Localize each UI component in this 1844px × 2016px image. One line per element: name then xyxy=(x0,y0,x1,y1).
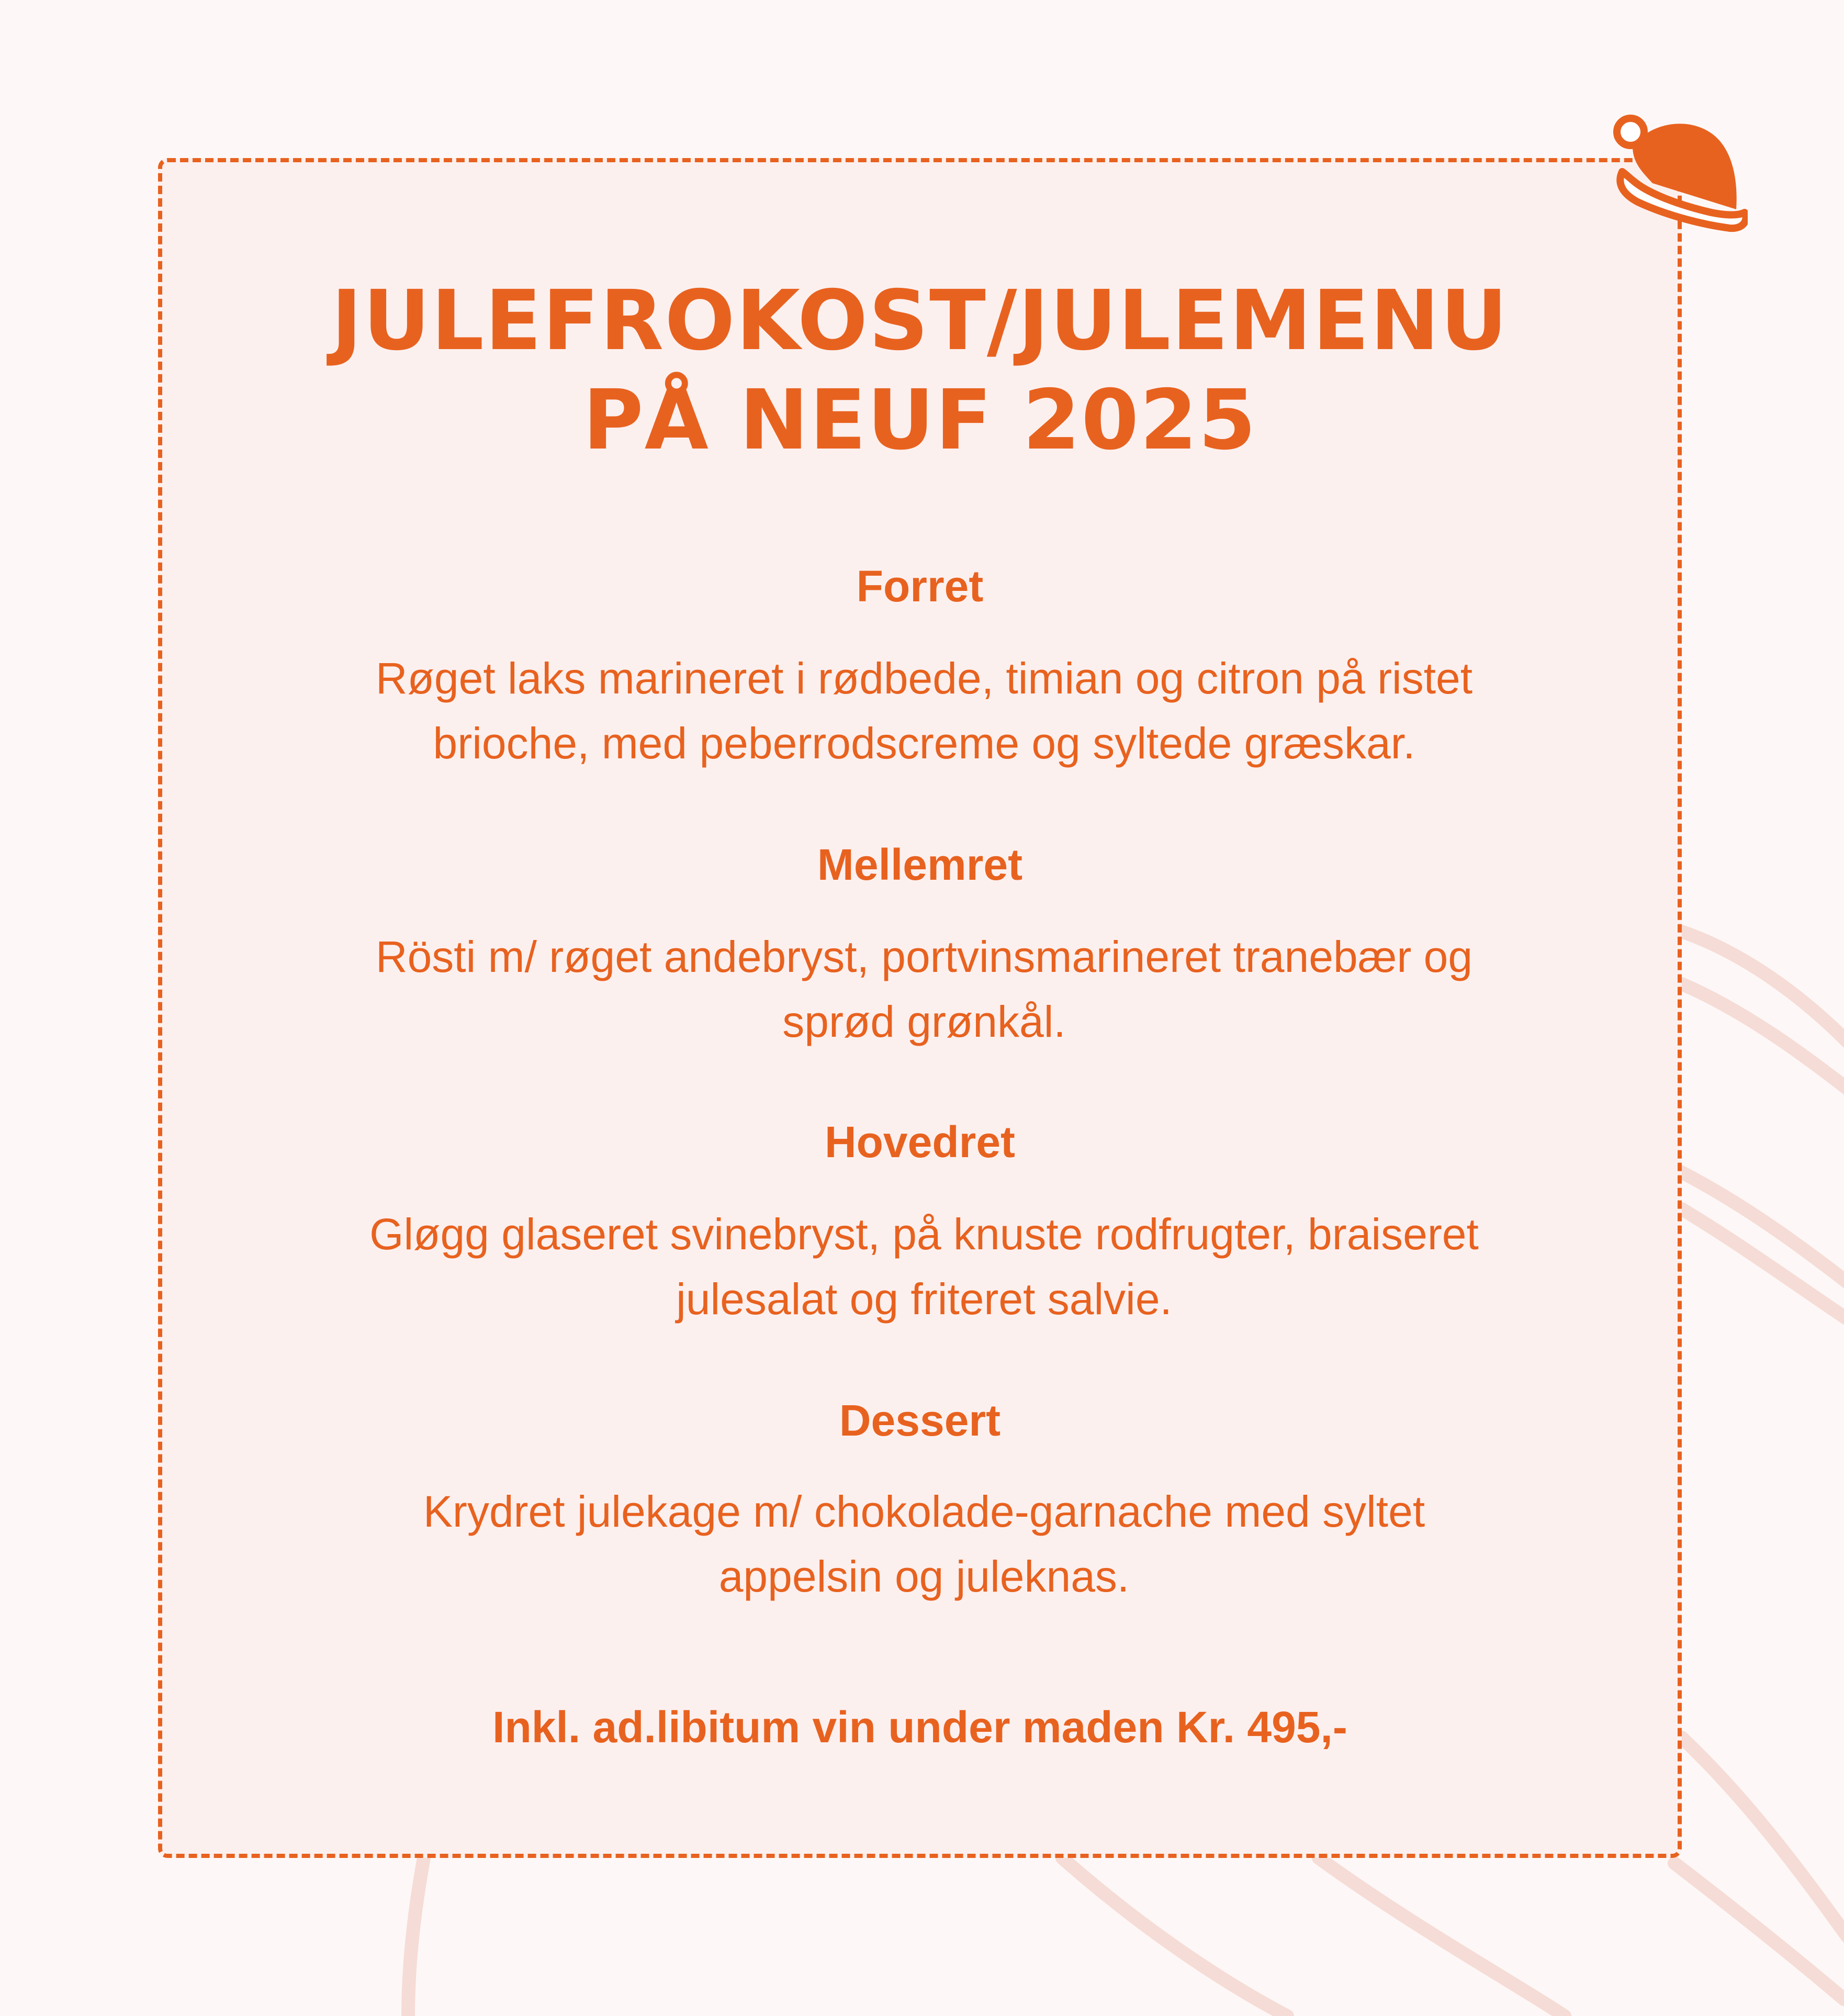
description-line: brioche, med peberrodscreme og syltede græskar. xyxy=(433,719,1415,768)
section-description-dessert xyxy=(241,1479,1607,1609)
section-description-mellemret xyxy=(241,924,1607,1054)
description-line: Gløgg glaseret svinebryst, på knuste rodfrugter, braiseret xyxy=(369,1209,1479,1259)
description-line: sprød grønkål. xyxy=(782,997,1066,1046)
section-heading-dessert: Dessert xyxy=(839,1396,1001,1445)
price-note: Inkl. ad.libitum vin under maden Kr. 495,- xyxy=(492,1703,1347,1752)
santa-hat-icon xyxy=(1601,105,1748,256)
section-heading-hovedret: Hovedret xyxy=(824,1117,1016,1167)
menu-title-line-2: PÅ NEUF 2025 xyxy=(582,372,1257,468)
menu-card xyxy=(158,158,1682,1858)
section-heading-forret: Forret xyxy=(856,562,984,611)
section-description-hovedret xyxy=(241,1202,1607,1331)
section-heading-mellemret: Mellemret xyxy=(817,840,1023,889)
description-line: appelsin og juleknas. xyxy=(718,1552,1130,1601)
menu-title-line-1: JULEFROKOST/JULEMENU xyxy=(331,273,1509,369)
description-line: Krydret julekage m/ chokolade-garnache med syltet xyxy=(423,1487,1425,1536)
menu-title xyxy=(162,271,1678,470)
section-description-forret xyxy=(241,646,1607,776)
description-line: julesalat og friteret salvie. xyxy=(676,1274,1172,1324)
description-line: Rösti m/ røget andebryst, portvinsmarineret tranebær og xyxy=(375,932,1473,981)
description-line: Røget laks marineret i rødbede, timian og citron på ristet xyxy=(375,654,1473,703)
